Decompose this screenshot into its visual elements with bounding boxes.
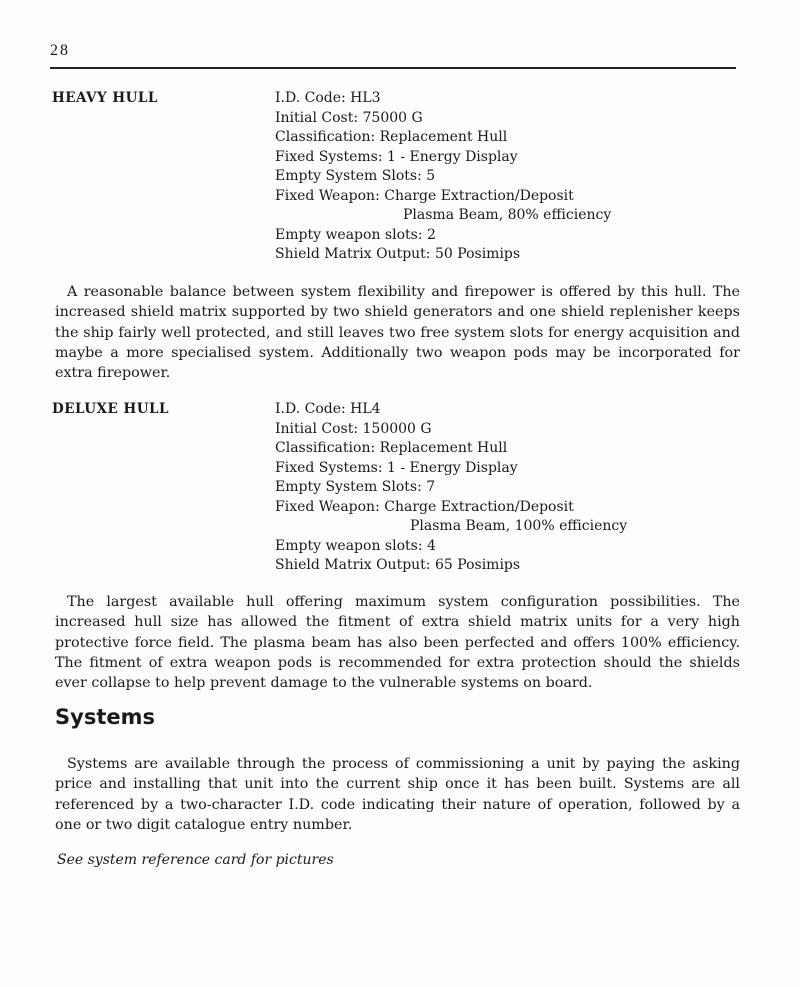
spec-line: Fixed Weapon: Charge Extraction/Deposit <box>275 498 574 515</box>
systems-description: Systems are available through the process of commissioning a unit by paying the asking price and installing that unit into the current ship once it has been built. Systems are all referenced by a two-character I.D. code indicating their nature of operation, followed by a one or two digit catalogue entry number. <box>55 756 740 833</box>
spec-line: Fixed Systems: 1 - Energy Display <box>275 148 518 165</box>
spec-line: Initial Cost: 150000 G <box>275 420 432 437</box>
page-number: 28 <box>50 42 70 59</box>
spec-line: Fixed Systems: 1 - Energy Display <box>275 459 518 476</box>
spec-line: Fixed Weapon: Charge Extraction/Deposit <box>275 187 574 204</box>
spec-line: Empty weapon slots: 2 <box>275 226 436 243</box>
spec-line: Empty System Slots: 7 <box>275 479 436 495</box>
spec-line: Plasma Beam, 100% efficiency <box>410 518 628 534</box>
spec-line: Plasma Beam, 80% efficiency <box>403 207 612 223</box>
spec-line: I.D. Code: HL3 <box>275 90 381 106</box>
hull-name-deluxe: DELUXE HULL <box>52 401 170 417</box>
spec-line: Shield Matrix Output: 50 Posimips <box>275 246 521 262</box>
spec-line: Classification: Replacement Hull <box>275 129 508 145</box>
hull-description-heavy: A reasonable balance between system flexibility and firepower is offered by this hull. The increased shield matrix supported by two shield generators and one shield replenisher keeps the ship fairly well protected, and still leaves two free system slots for energy acquisition and maybe a more specialised system. Additionally two weapon pods may be incorporated for extra firepower. <box>55 284 740 382</box>
spec-line: I.D. Code: HL4 <box>275 401 381 417</box>
spec-line: Empty weapon slots: 4 <box>275 537 436 554</box>
spec-line: Classification: Replacement Hull <box>275 440 508 456</box>
hull-description-deluxe: The largest available hull offering maximum system configuration possibilities. The increased hull size has allowed the fitment of extra shield matrix units for a very high protective force field. The plasma beam has also been perfected and offers 100% efficiency. The fitment of extra weapon pods is recommended for extra protection should the shields ever collapse to help prevent damage to the vulnerable systems on board. <box>55 594 740 692</box>
reference-note: See system reference card for pictures <box>57 852 334 868</box>
header-rule <box>50 67 736 69</box>
section-title-systems: Systems <box>55 705 155 729</box>
hull-name-heavy: HEAVY HULL <box>52 90 158 106</box>
spec-line: Shield Matrix Output: 65 Posimips <box>275 557 521 573</box>
spec-line: Empty System Slots: 5 <box>275 168 436 184</box>
spec-line: Initial Cost: 75000 G <box>275 109 423 126</box>
